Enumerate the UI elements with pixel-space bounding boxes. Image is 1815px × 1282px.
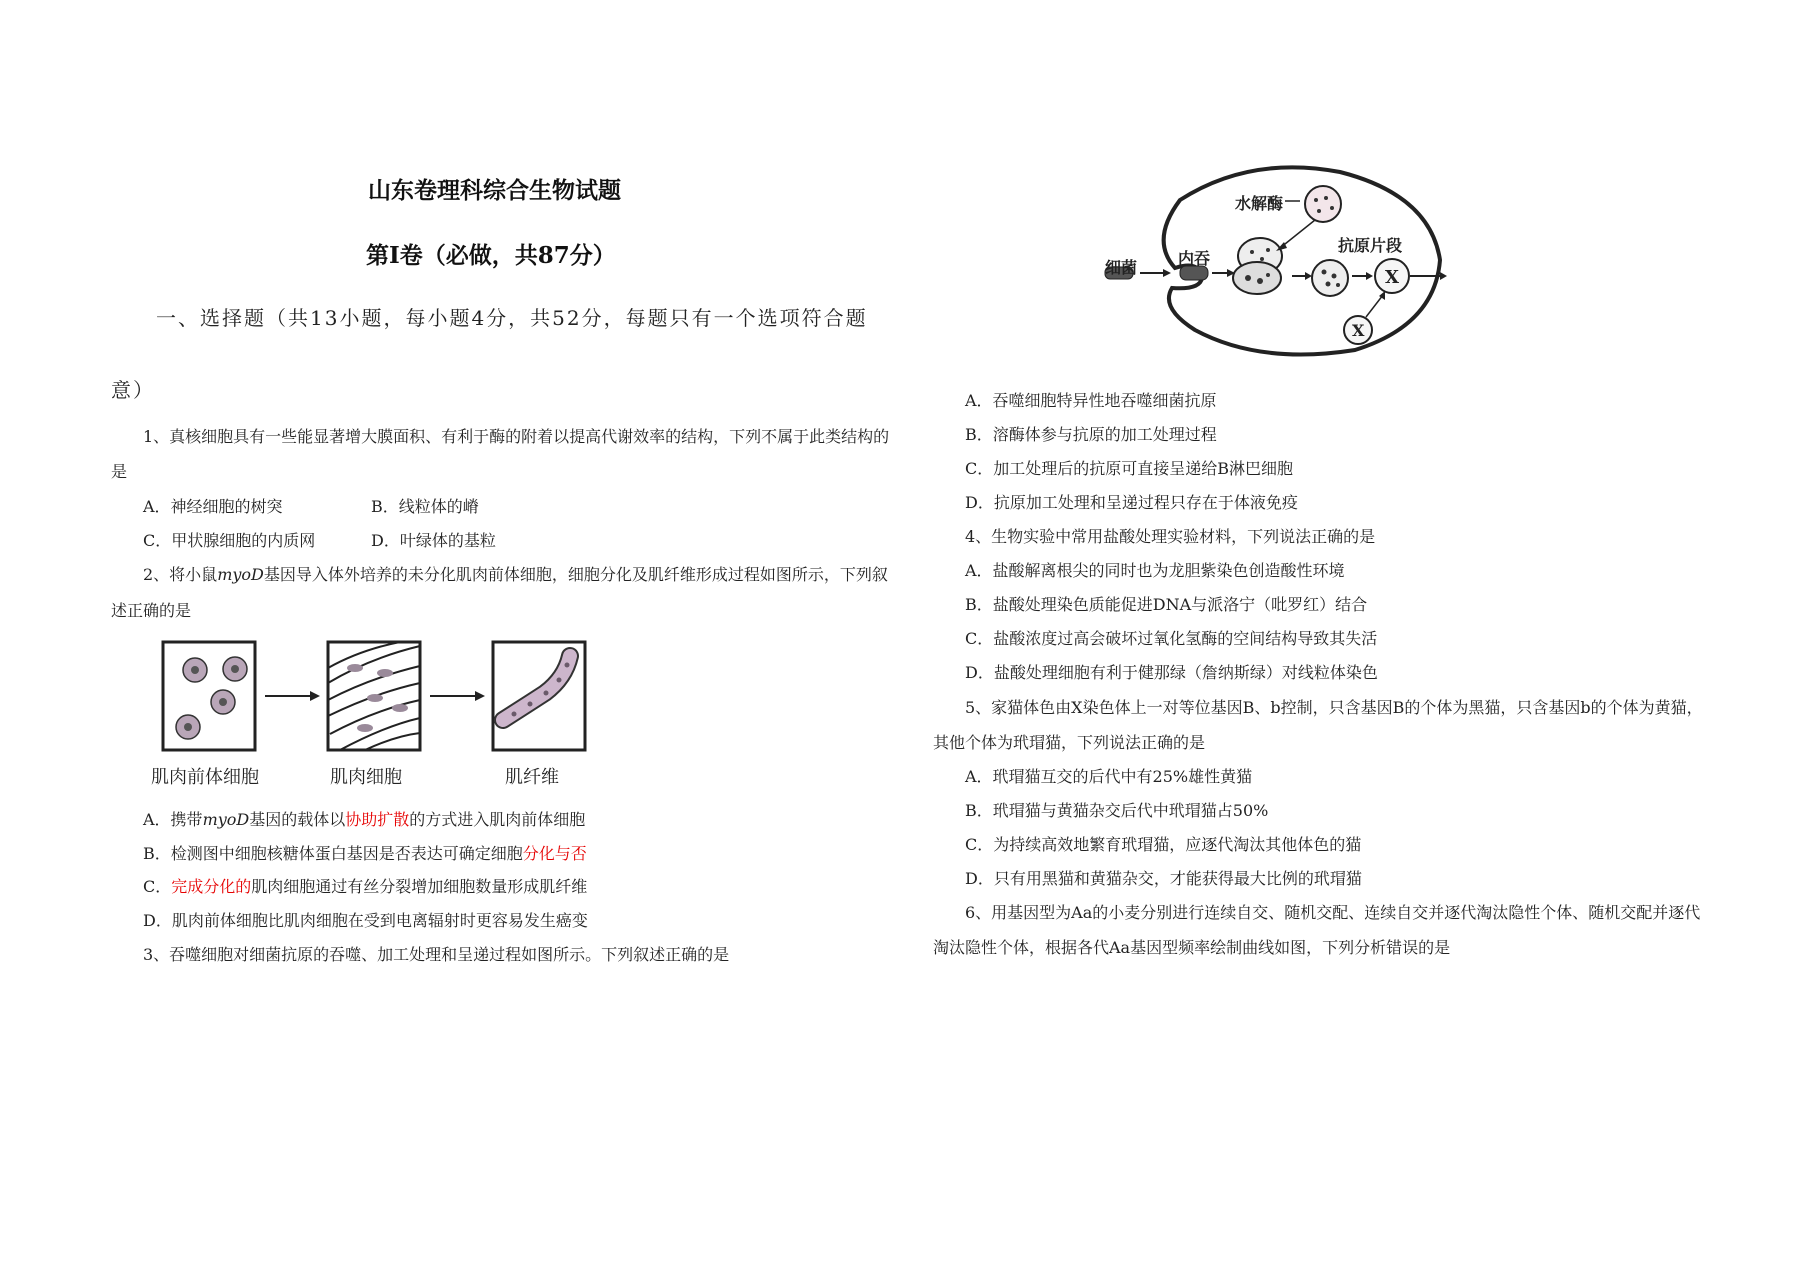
section-instructions: 一、选择题（共13小题，每小题4分，共52分，每题只有一个选项符合题 (156, 306, 868, 330)
muscle-cell-box (328, 642, 420, 750)
arrow-to-cell (1140, 269, 1171, 277)
q2-opt-a-mid: 基因的载体以 (249, 810, 346, 829)
q2-option-d: D．肌肉前体细胞比肌肉细胞在受到电离辐射时更容易发生癌变 (143, 911, 588, 930)
q2-stem (143, 562, 888, 585)
q1-option-d: D．叶绿体的基粒 (371, 531, 496, 550)
arrow-2 (430, 691, 485, 701)
q2-opt-a-highlight: 协助扩散 (345, 810, 410, 829)
section-title: 第Ⅰ卷（必做，共87分） (366, 242, 616, 269)
q4-option-b: B．盐酸处理染色质能促进DNA与派洛宁（吡罗红）结合 (965, 595, 1368, 614)
q1-stem-cont: 是 (111, 462, 128, 481)
q2-opt-c-highlight: 完成分化的 (171, 877, 252, 896)
q2-opt-b-highlight: 分化与否 (522, 844, 587, 863)
q4-option-c: C．盐酸浓度过高会破坏过氧化氢酶的空间结构导致其失活 (965, 629, 1378, 648)
q3-option-a: A．吞噬细胞特异性地吞噬细菌抗原 (965, 391, 1217, 410)
lysosome (1305, 186, 1341, 222)
q2-gene-name: myoD (217, 565, 264, 584)
q2-opt-a-pre: A．携带 (143, 810, 203, 829)
q2-opt-c-pre: C． (143, 877, 172, 896)
svg-text:X: X (1352, 321, 1365, 340)
q2-opt-a-gene: myoD (202, 810, 250, 829)
q3-stem: 3、吞噬细胞对细菌抗原的吞噬、加工处理和呈递过程如图所示。下列叙述正确的是 (143, 945, 730, 964)
fig-label-muscle-fiber: 肌纤维 (505, 767, 559, 788)
q4-option-a: A．盐酸解离根尖的同时也为龙胆紫染色创造酸性环境 (965, 561, 1345, 580)
q5-option-d: D．只有用黑猫和黄猫杂交，才能获得最大比例的玳瑁猫 (965, 869, 1362, 888)
fig-label-antigen: 抗原片段 (1338, 236, 1403, 255)
fig-label-engulf: 内吞 (1178, 249, 1211, 268)
arrow-1 (265, 691, 320, 701)
q4-stem: 4、生物实验中常用盐酸处理实验材料，下列说法正确的是 (965, 527, 1376, 546)
q5-stem-cont: 其他个体为玳瑁猫，下列说法正确的是 (933, 733, 1206, 752)
q2-opt-a-post: 的方式进入肌肉前体细胞 (409, 810, 586, 829)
q1-option-b: B．线粒体的嵴 (371, 497, 479, 516)
q6-stem: 6、用基因型为Aa的小麦分别进行连续自交、随机交配、连续自交并逐代淘汰隐性个体、随机交配并逐代 (965, 903, 1701, 922)
q5-stem: 5、家猫体色由X染色体上一对等位基因B、b控制，只含基因B的个体为黑猫，只含基因b的个体为黄猫， (965, 698, 1703, 717)
q2-option-c (143, 874, 587, 897)
q3-figure (1100, 160, 1460, 360)
q1-option-a: A．神经细胞的树突 (143, 497, 283, 516)
fig-label-muscle-cell: 肌肉细胞 (330, 767, 402, 788)
q1-option-c: C．甲状腺细胞的内质网 (143, 531, 316, 550)
fig-label-precursor: 肌肉前体细胞 (151, 767, 259, 788)
q2-stem-cont: 述正确的是 (111, 601, 192, 620)
q3-option-d: D．抗原加工处理和呈递过程只存在于体液免疫 (965, 493, 1298, 512)
section-instructions-cont: 意） (111, 378, 155, 402)
q1-stem: 1、真核细胞具有一些能显著增大膜面积、有利于酶的附着以提高代谢效率的结构，下列不属于此类结构的 (143, 427, 890, 446)
q2-stem-post: 基因导入体外培养的未分化肌肉前体细胞，细胞分化及肌纤维形成过程如图所示，下列叙 (263, 565, 888, 584)
fig-label-enzyme: 水解酶 (1235, 194, 1284, 213)
q4-option-d: D．盐酸处理细胞有利于健那绿（詹纳斯绿）对线粒体染色 (965, 663, 1378, 682)
q5-option-b: B．玳瑁猫与黄猫杂交后代中玳瑁猫占50% (965, 801, 1269, 820)
q2-opt-c-post: 肌肉细胞通过有丝分裂增加细胞数量形成肌纤维 (251, 877, 588, 896)
muscle-fiber-box (493, 642, 585, 750)
digesting-vesicle (1312, 260, 1348, 296)
exam-title: 山东卷理科综合生物试题 (368, 177, 621, 204)
phagosome (1233, 238, 1282, 294)
q3-option-c: C．加工处理后的抗原可直接呈递给B淋巴细胞 (965, 459, 1294, 478)
q6-stem-cont: 淘汰隐性个体，根据各代Aa基因型频率绘制曲线如图，下列分析错误的是 (933, 938, 1451, 957)
fig-label-bacteria: 细菌 (1105, 258, 1138, 277)
svg-text:X: X (1385, 267, 1399, 288)
q2-stem-pre: 2、将小鼠 (143, 565, 218, 584)
q2-option-b (143, 841, 587, 864)
q5-option-c: C．为持续高效地繁育玳瑁猫，应逐代淘汰其他体色的猫 (965, 835, 1362, 854)
q5-option-a: A．玳瑁猫互交的后代中有25%雄性黄猫 (965, 767, 1253, 786)
q3-option-b: B．溶酶体参与抗原的加工处理过程 (965, 425, 1217, 444)
q2-option-a (143, 807, 585, 830)
precursor-cell-box (163, 642, 255, 750)
q2-opt-b-pre: B．检测图中细胞核糖体蛋白基因是否表达可确定细胞 (143, 844, 523, 863)
